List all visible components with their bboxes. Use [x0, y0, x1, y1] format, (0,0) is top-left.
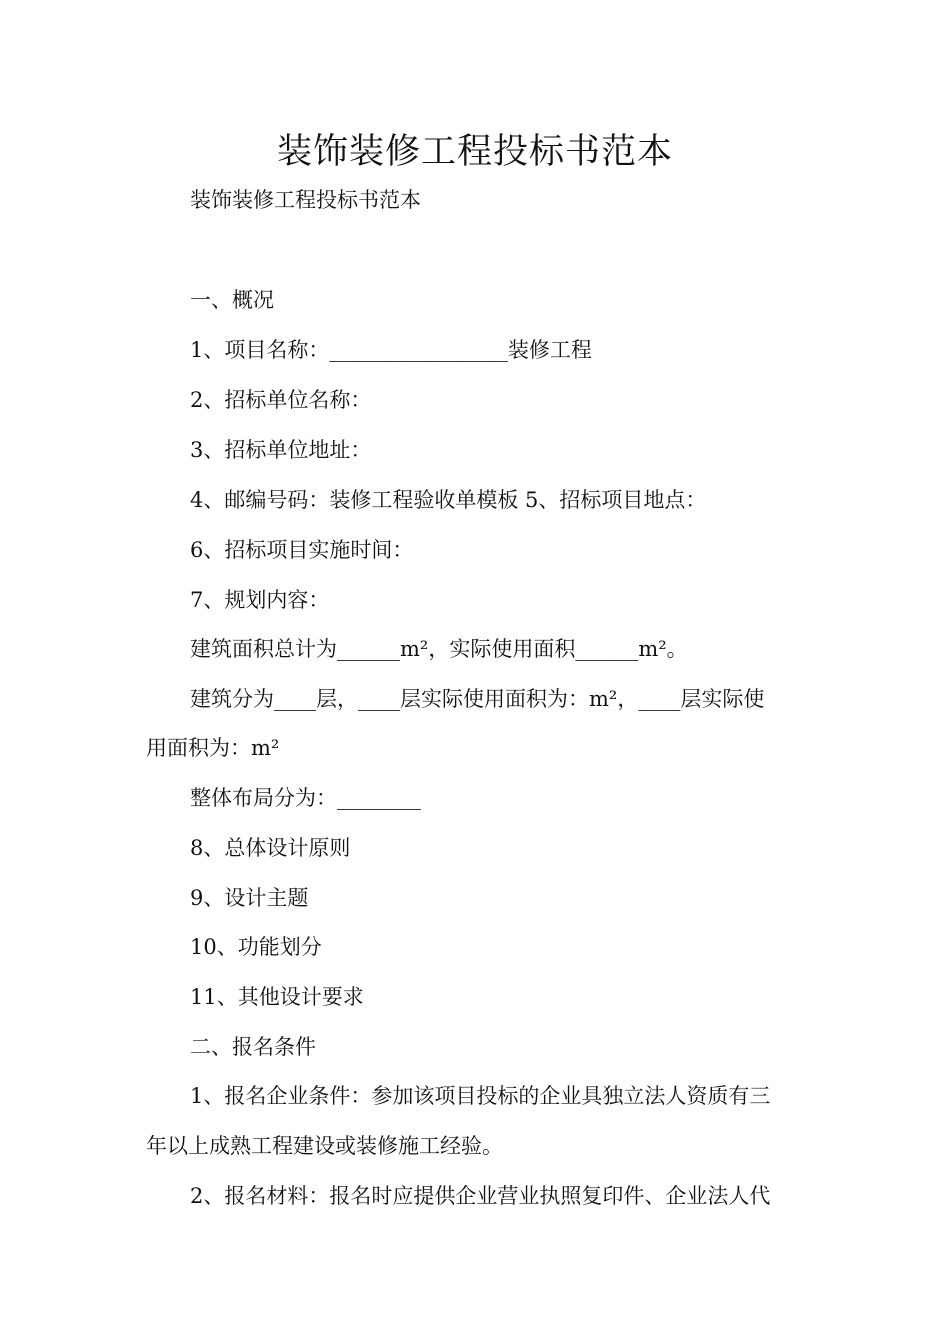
paragraph-implementation-time: 6、招标项目实施时间：: [190, 538, 414, 562]
paragraph-postal-code: 4、邮编号码：装修工程验收单模板 5、招标项目地点：: [190, 488, 707, 512]
paragraph-planning-content: 7、规划内容：: [190, 588, 330, 612]
paragraph-project-name: 1、项目名称：_________________装修工程: [190, 338, 592, 362]
paragraph-floors-line1: 建筑分为____层，____层实际使用面积为：m²，____层实际使: [190, 687, 765, 711]
document-subtitle: 装饰装修工程投标书范本: [190, 188, 421, 212]
paragraph-bidder-address: 3、招标单位地址：: [190, 438, 372, 462]
paragraph-bidder-name: 2、招标单位名称：: [190, 388, 372, 412]
paragraph-registration-materials: 2、报名材料：报名时应提供企业营业执照复印件、企业法人代: [190, 1184, 771, 1208]
section-heading-registration: 二、报名条件: [190, 1035, 316, 1059]
paragraph-floors-line2: 用面积为：m²: [146, 736, 280, 760]
paragraph-design-theme: 9、设计主题: [190, 886, 309, 910]
paragraph-other-requirements: 11、其他设计要求: [190, 985, 364, 1009]
document-title: 装饰装修工程投标书范本: [276, 132, 673, 172]
paragraph-design-principle: 8、总体设计原则: [190, 836, 351, 860]
paragraph-building-area: 建筑面积总计为______m²，实际使用面积______m²。: [190, 637, 688, 661]
paragraph-function-division: 10、功能划分: [190, 935, 322, 959]
paragraph-overall-layout: 整体布局分为：________: [190, 786, 421, 810]
paragraph-registration-conditions-line2: 年以上成熟工程建设或装修施工经验。: [146, 1134, 503, 1158]
section-heading-overview: 一、概况: [190, 288, 274, 312]
paragraph-registration-conditions-line1: 1、报名企业条件：参加该项目投标的企业具独立法人资质有三: [190, 1084, 771, 1108]
